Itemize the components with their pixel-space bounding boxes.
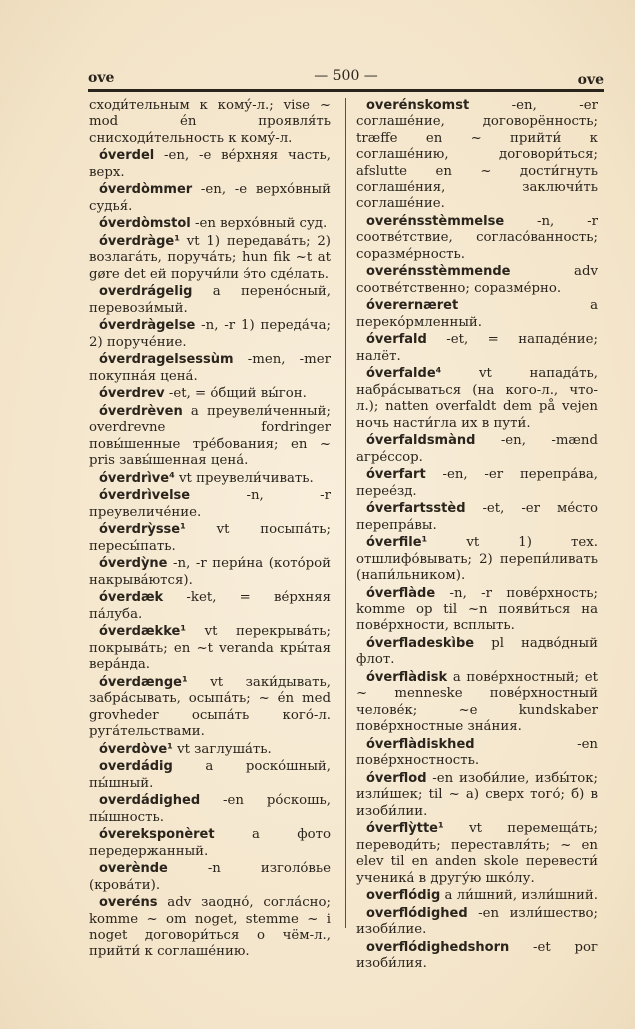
entry-definition: -en верхо́вный суд. <box>190 216 328 232</box>
dictionary-entry <box>89 234 331 283</box>
dictionary-entry <box>89 284 331 317</box>
entry-headword: óverdràgelse <box>99 318 196 334</box>
header-left-guideword: ove <box>88 70 115 86</box>
dictionary-entry <box>356 332 598 365</box>
dictionary-entry <box>89 182 331 215</box>
entry-headword: óverfile¹ <box>366 535 428 551</box>
entry-headword: óverernæret <box>366 298 459 314</box>
entry-definition: -en, -e ве́рхняя часть, верх. <box>89 148 331 180</box>
dictionary-entry <box>89 216 331 232</box>
dictionary-entry <box>89 675 331 741</box>
entry-headword: óverfartsstèd <box>366 501 466 517</box>
entry-definition: a роско́шный, пы́шный. <box>89 759 331 791</box>
entry-definition: -n изголо́вье (крова́ти). <box>89 861 331 893</box>
entry-definition: adv соотве́тственно; соразме́рно. <box>356 264 598 296</box>
entry-headword: óverdragelsessùm <box>99 352 234 368</box>
entry-definition: -en, -er соглаше́ние, договорённость; træffe en ~ прийти́ к соглаше́нию, договори́ться; afslutte en ~ дости́гнуть соглаше́ния, заключи́ть соглаше́ние. <box>356 98 598 212</box>
entry-definition: vt заки́дывать, забра́сывать, осыпа́ть; ~ én med grovheder осыпа́ть кого́-л. руга́тельствами. <box>89 674 331 740</box>
dictionary-entry <box>356 366 598 432</box>
entry-definition: -en, -mænd агре́ссор. <box>356 433 598 465</box>
entry-definition: -et, -er ме́сто перепра́вы. <box>356 501 598 533</box>
entry-definition: vt заглуша́ть. <box>172 741 272 757</box>
entry-headword: óverfalde⁴ <box>366 366 442 382</box>
dictionary-entry <box>356 214 598 263</box>
entry-headword: óverflod <box>366 770 427 786</box>
dictionary-entry <box>356 298 598 331</box>
entry-definition: a пове́рхностный; et ~ menneske пове́рхностный челове́к; ~e kundskaber пове́рхностные зна́ния. <box>356 670 598 735</box>
dictionary-entry <box>356 264 598 297</box>
dictionary-entry <box>356 433 598 466</box>
entry-headword: óverfald <box>366 332 427 348</box>
entry-headword: overdrágelig <box>99 284 193 300</box>
page-header <box>88 68 604 88</box>
entry-headword: overdádighed <box>99 793 201 809</box>
entry-definition: сходи́тельным к кому́-л.; vise ~ mod én проявля́ть снисходи́тельность к кому́-л. <box>89 98 331 146</box>
entry-headword: óverdække¹ <box>99 624 187 640</box>
entry-definition: -en, -e верхо́вный судья́. <box>89 182 331 214</box>
entry-definition: adv заодно́, согла́сно; komme ~ om noget, stemme ~ i noget договори́ться о чём-л., прийти́ к соглаше́нию. <box>89 895 331 960</box>
dictionary-entry <box>356 535 598 584</box>
column-divider <box>345 98 346 928</box>
entry-definition: -et рог изоби́лия. <box>356 939 598 972</box>
dictionary-entry <box>89 861 331 894</box>
entry-definition: a ли́шний, изли́шний. <box>440 888 598 904</box>
dictionary-entry <box>89 318 331 351</box>
entry-headword: óverflàdiskhed <box>366 736 475 752</box>
dictionary-entry <box>356 821 598 887</box>
entry-headword: overdádig <box>99 759 173 775</box>
entry-definition: vt 1) тех. отшлифо́вывать; 2) перепи́ливать (напи́льником). <box>356 535 598 584</box>
entry-headword: overénskomst <box>366 98 470 113</box>
dictionary-entry <box>89 471 331 487</box>
entry-headword: óvereksponèret <box>99 827 215 843</box>
entry-headword: overènde <box>99 861 168 877</box>
entry-headword: óverdænge¹ <box>99 674 188 690</box>
dictionary-entry <box>89 624 331 673</box>
entry-definition: a перекóрмленный. <box>356 298 598 330</box>
entry-definition: -et, = нападе́ние; налёт. <box>356 332 598 364</box>
entry-headword: óverflàdisk <box>366 670 448 686</box>
dictionary-entry <box>89 556 331 589</box>
dictionary-entry <box>89 793 331 826</box>
entry-headword: óverdỳne <box>99 556 168 572</box>
dictionary-entry <box>356 586 598 635</box>
entry-definition: -ket, = ве́рхняя па́луба. <box>89 590 331 622</box>
left-column <box>89 98 331 962</box>
dictionary-entry <box>89 827 331 860</box>
entry-headword: óverfart <box>366 467 426 483</box>
entry-definition: -en изли́шество; изоби́лие. <box>356 905 598 938</box>
entry-definition: a перено́сный, перевози́мый. <box>89 284 331 316</box>
entry-headword: óverfladeskìbe <box>366 636 475 652</box>
entry-headword: óverdæk <box>99 590 164 606</box>
dictionary-entry <box>89 742 331 758</box>
entry-definition: -n, -r пове́рхность; komme op til ~n появи́ться на пове́рхности, всплыть. <box>356 585 598 634</box>
page-number: — 500 — <box>314 68 378 84</box>
dictionary-entry <box>89 386 331 402</box>
entry-definition: a фото передержанный. <box>89 827 331 859</box>
entry-headword: óverdrìve⁴ <box>99 470 175 486</box>
entry-definition: -n, -r соотве́тствие, согласо́ванность; соразме́рность. <box>356 214 598 262</box>
entry-headword: overéns <box>99 895 158 911</box>
header-right-guideword: ove <box>577 72 604 88</box>
entry-headword: overénsstèmmelse <box>366 214 505 230</box>
entry-definition: vt напада́ть, набра́сываться (на кого-л., что-л.); natten overfaldt dem på vejen ночь насти́гла их в пути́. <box>356 366 598 431</box>
entry-headword: overflódig <box>366 888 441 904</box>
entry-definition: -men, -mer покупна́я цена́. <box>89 352 331 384</box>
entry-definition: -n, -r пери́на (кото́рой накрыва́ются). <box>89 556 331 588</box>
right-column <box>356 98 598 974</box>
dictionary-entry <box>89 98 331 147</box>
entry-headword: óverdrỳsse¹ <box>99 522 186 538</box>
entry-definition: -en, -er перепра́ва, перее́зд. <box>356 467 598 499</box>
entry-definition: -en изоби́лие, избы́ток; изли́шек; til ~ а) сверх того́; б) в изоби́лии. <box>356 770 598 819</box>
dictionary-entry <box>356 737 598 770</box>
entry-headword: overflódighedshorn <box>366 939 510 955</box>
dictionary-entry <box>356 98 598 213</box>
entry-definition: -n, -r преувеличе́ние. <box>89 488 331 520</box>
dictionary-entry <box>356 940 598 973</box>
entry-headword: óverfaldsmànd <box>366 433 476 449</box>
entry-headword: óverdòve¹ <box>99 741 173 757</box>
dictionary-entry <box>89 352 331 385</box>
entry-headword: óverdel <box>99 148 155 164</box>
dictionary-entry <box>356 906 598 939</box>
entry-headword: óverflàde <box>366 585 436 601</box>
entry-headword: óverdrìvelse <box>99 488 191 504</box>
entry-definition: -et, = о́бщий вы́гон. <box>164 386 307 402</box>
entry-definition: -en ро́скошь, пы́шность. <box>89 793 331 825</box>
dictionary-entry <box>89 759 331 792</box>
entry-headword: óverdrèven <box>99 404 183 419</box>
dictionary-entry <box>356 888 598 904</box>
entry-definition: a преувели́ченный; overdrevne fordringer повы́шенные тре́бования; en ~ pris завы́шенная цена́. <box>89 404 331 469</box>
entry-definition: vt перемеща́ть; переводи́ть; переставля́ть; ~ en elev til en anden skole перевести́ ученика́ в другу́ю шко́лу. <box>356 821 598 886</box>
entry-definition: vt преувели́чивать. <box>174 470 314 486</box>
dictionary-entry <box>89 488 331 521</box>
entry-headword: óverflỳtte¹ <box>366 821 444 837</box>
entry-definition: -en пове́рхностность. <box>356 736 598 769</box>
entry-definition: pl надво́дный флот. <box>356 636 598 668</box>
entry-definition: -n, -r 1) переда́ча; 2) поруче́ние. <box>89 318 331 350</box>
entry-headword: overflódighed <box>366 905 468 921</box>
entry-headword: overénsstèmmende <box>366 264 511 280</box>
dictionary-entry <box>89 148 331 181</box>
dictionary-entry <box>89 404 331 470</box>
dictionary-entry <box>89 895 331 961</box>
entry-definition: vt перекрыва́ть; покрыва́ть; en ~t veranda кры́тая вера́нда. <box>89 624 331 673</box>
dictionary-entry <box>356 467 598 500</box>
dictionary-entry <box>89 522 331 555</box>
entry-definition: vt 1) передава́ть; 2) возлага́ть, поруча́ть; hun fik ~t at gøre det ей поручи́ли э́то сде́лать. <box>89 234 331 282</box>
entry-headword: óverdràge¹ <box>99 234 180 249</box>
dictionary-entry <box>89 590 331 623</box>
entry-definition: vt посыпа́ть; пересы́пать. <box>89 522 331 554</box>
header-rule <box>88 89 604 92</box>
entry-headword: óverdòmstol <box>99 216 191 232</box>
dictionary-entry <box>356 670 598 736</box>
dictionary-entry <box>356 501 598 534</box>
entry-headword: óverdòmmer <box>99 182 193 198</box>
dictionary-entry <box>356 771 598 820</box>
entry-headword: óverdrev <box>99 386 165 402</box>
dictionary-entry <box>356 636 598 669</box>
